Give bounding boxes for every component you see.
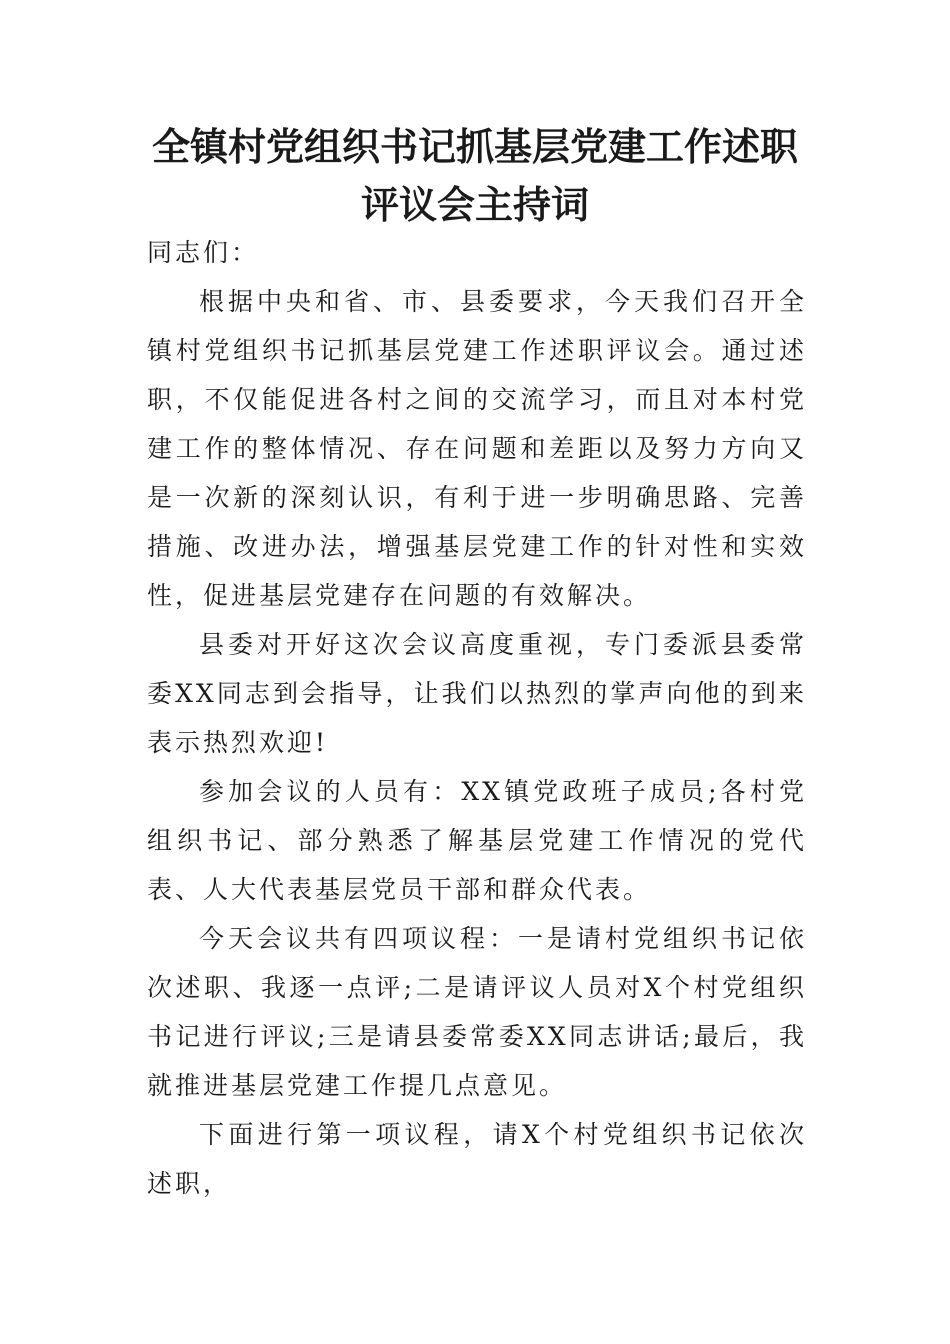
paragraph-3: 参加会议的人员有：XX镇党政班子成员;各村党组织书记、部分熟悉了解基层党建工作情况的党代表、人大代表基层党员干部和群众代表。 [147, 777, 807, 904]
paragraph-4: 今天会议共有四项议程：一是请村党组织书记依次述职、我逐一点评;二是请评议人员对X个村党组织书记进行评议;三是请县委常委XX同志讲话;最后，我就推进基层党建工作提几点意见。 [147, 924, 807, 1100]
salutation: 同志们： [147, 238, 260, 267]
paragraph-1: 根据中央和省、市、县委要求，今天我们召开全镇村党组织书记抓基层党建工作述职评议会。通过述职，不仅能促进各村之间的交流学习，而且对本村党建工作的整体情况、存在问题和差距以及努力方向又是一次新的深刻认识，有利于进一步明确思路、完善措施、改进办法，增强基层党建工作的针对性和实效性，促进基层党建存在问题的有效解决。 [147, 287, 807, 610]
paragraph-5: 下面进行第一项议程，请X个村党组织书记依次述职， [147, 1120, 807, 1198]
document-title: 全镇村党组织书记抓基层党建工作述职评议会主持词 [151, 124, 798, 227]
document-body [147, 228, 807, 1208]
paragraph-2: 县委对开好这次会议高度重视，专门委派县委常委XX同志到会指导，让我们以热烈的掌声向他的到来表示热烈欢迎! [147, 630, 807, 757]
